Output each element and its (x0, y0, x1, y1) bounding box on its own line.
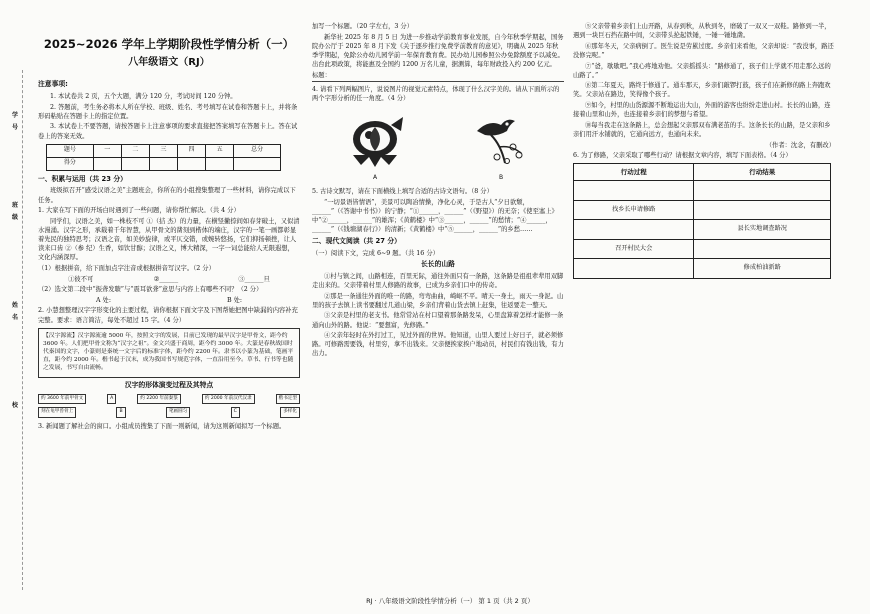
answer-blanks (38, 296, 300, 305)
table-header: 行动过程 (574, 164, 694, 181)
score-input[interactable] (121, 157, 149, 170)
table-row (574, 259, 831, 279)
score-cell: 五 (206, 144, 234, 157)
table-cell: 召开村民大会 (574, 239, 694, 259)
score-table (46, 144, 281, 171)
score-input[interactable] (206, 157, 234, 170)
passage-text: 同学们，汉语之美，如一株枝不可 ①（拮 杰）的力量，在横竖撇捺间如春芽破土，又似清水漫涌。汉字之形，承载着千年智慧，从甲骨文的凿刻到楷体的端庄，汉字的一笔一画都彰显着先民的独特思考；汉语之音，如美妙旋律，或平仄交错，或婉转悠扬，它们抑扬顿挫，让人读来口齿 ②（参 纪）生香，如饮甘醇；汉语之义，博大精深，一字一词总能给人无限遐想，文化内涵深厚。 (38, 217, 300, 262)
story-paragraph: ②那是一条通往外面的唯一的路，弯弯曲曲，崎岖不平。晴天一身土，雨天一身泥。山里的孩子去镇上读书要翻过几道山梁，乡亲们背着山货去镇上赶集，往返要走一整天。 (312, 292, 564, 309)
story-paragraph: ⑤父亲带着乡亲们上山开路，从春到秋，从秋到冬，磨破了一双又一双鞋。路修到一半，遇到一块巨石挡在路中间，父亲带头抡起铁锤，一锤一锤地凿。 (573, 23, 831, 40)
score-cell: 一 (93, 144, 121, 157)
question-2: 2. 小慧想整理汉字字形变化的主要过程，请你根据下面文字及下图帮她把图中缺漏的内容补充完整。要求：语言简洁，每处不超过 15 字。（4 分） (38, 307, 298, 324)
score-cell: 题号 (47, 144, 94, 157)
table-cell[interactable] (574, 220, 694, 240)
info-box-text: 【汉字源流】汉字源流逾 5000 年，按照文字的发展，目前已发现的最早汉字是甲骨文，距今约 3600 年。人们把甲骨文称为“汉字之祖”。金文兴盛于商周，距今约 3000 年。大篆是春秋战国时代秦国的文字，小篆则是秦统一文字后的标准字体，距今约 2200 年。隶书以小篆为基础，笔画平直，距今约 2000 年。楷书起于汉末，成为我国书写规范字体，一直沿用至今。草书、行书等也随之发展，书写自由流畅。 (43, 332, 294, 372)
note-item: 2. 答题前，考生务必将本人所在学校、班级、姓名、考号填写在试卷和答题卡上，并将条形码粘贴在答题卡上的指定位置。 (38, 103, 298, 120)
side-label: 班 (12, 202, 19, 209)
story-paragraph: ⑥那年冬天，父亲病倒了。医生说是劳累过度。乡亲们来看他，父亲却说：“我没事，路还没修完呢。” (573, 42, 834, 59)
story-paragraph: ⑧第二年夏天，路终于修通了。通车那天，乡亲们敲锣打鼓，孩子们在新修的路上奔跑欢笑。父亲站在路边，笑得像个孩子。 (573, 82, 831, 99)
image-label: B (498, 174, 504, 182)
timeline-top-row (38, 394, 300, 405)
question-4: 4. 请看下列两幅图片，说说图片的视觉元素特点，体现了什么汉字美的。请从下面所示的两个字形分析的任一角度。（4 分） (312, 85, 560, 102)
timeline-cell: 约 2000 年前汉代汉隶 (202, 394, 255, 405)
reading-1-intro: （一）阅读下文，完成 6~9 题。（共 16 分） (312, 249, 439, 257)
table-row (574, 220, 831, 240)
story-paragraph: ①村与镇之间，山路相连，百里无际，通往外面只有一条路，这条路是祖祖辈辈用双脚走出来的。父亲带着村里人修路的故事，已成为乡亲们口中的传奇。 (312, 272, 564, 290)
title-label[interactable]: 标题： (312, 71, 564, 82)
note-item: 1. 本试卷共 2 页，五个大题，满分 120 分，考试时间 120 分钟。 (50, 93, 237, 101)
timeline-cell[interactable]: C (231, 407, 240, 418)
section-heading: 二、现代文阅读（共 27 分） (312, 237, 401, 246)
story-paragraph: ⑦“爸，歇歇吧。”我心疼地劝他。父亲摇摇头：“路修通了，孩子们上学就不用走那么远的山路了。” (573, 62, 831, 79)
side-label: 号 (12, 124, 19, 131)
timeline-bottom-row (38, 407, 300, 418)
question-6: 6. 为了修路，父亲采取了哪些行动？请根据文章内容，填写下面表格。（4 分） (573, 152, 792, 160)
table-row (574, 181, 831, 201)
author-credit: （作者：沈念，有删改） (765, 141, 835, 149)
score-cell: 得分 (47, 157, 94, 170)
bird-plum-icon (467, 111, 535, 171)
blank-b[interactable]: B 处: (226, 296, 242, 304)
table-cell[interactable] (694, 200, 831, 220)
timeline-cell: 约 2200 年前秦篆 (137, 394, 181, 405)
table-cell: 修成柏油新路 (694, 259, 831, 279)
side-label: 姓 (12, 302, 19, 309)
timeline-title: 汉字的形体演变过程及其特点 (124, 380, 214, 389)
story-title: 长长的山路 (421, 260, 455, 269)
table-cell[interactable] (694, 239, 831, 259)
score-input[interactable] (149, 157, 177, 170)
page-footer: RJ · 八年级语文阶段性学情分析（一） 第 1 页（共 2 页） (366, 597, 534, 605)
note-item: 3. 本试卷上不要答题，请按答题卡上注意事项的要求直接把答案填写在答题卡上。答在试卷上的答案无效。 (38, 123, 298, 140)
side-label: 校 (12, 402, 19, 409)
table-row (574, 200, 831, 220)
score-input[interactable] (234, 157, 281, 170)
table-cell[interactable] (694, 181, 831, 201)
side-label: 学 (12, 112, 19, 119)
notes-heading: 注意事项: (38, 80, 68, 89)
exam-subtitle: 八年级语文（RJ） (128, 56, 210, 68)
exam-title: 2025~2026 学年上学期阶段性学情分析（一） (43, 37, 295, 51)
timeline-cell: 刻在龟甲兽骨上 (38, 407, 76, 418)
timeline-cell: 多样化 (280, 407, 300, 418)
answer-blanks (38, 275, 300, 284)
timeline-cell: 楷书定型 (276, 394, 300, 405)
timeline-cell[interactable]: A (107, 394, 116, 405)
story-paragraph: ⑨如今，村里的山货源源不断地运出大山，外面的游客也纷纷走进山村。长长的山路，连接着山里和山外，也连接着乡亲们的梦想与希望。 (573, 102, 831, 119)
blank[interactable]: ①彼不可 (68, 275, 94, 283)
score-cell: 总分 (234, 144, 281, 157)
table-row (574, 239, 831, 259)
column-left (38, 22, 300, 433)
question-3: 3. 新闻题了解社会的窗口。小组成员搜集了下面一则新闻，请为这则新闻拟写一个标题。 (38, 422, 286, 430)
blank[interactable]: ②______ (153, 275, 179, 283)
timeline-cell: 笔画圆匀 (166, 407, 190, 418)
news-text: 新华社 2025 年 8 月 5 日 为进一步推动学前教育事业发展，自今年秋季学期起，国务院办公厅于 2025 年 8 月下发《关于逐步推行免费学前教育的意见》，明确从 2025 年秋季学期起，免除公办幼儿园学前一年保育教育费。民办幼儿园参照公办免除额度予以减免。出台此项政策，将能惠及全国约 1200 万名儿童，据测算，每年财政投入约 200 亿元。 (312, 33, 564, 68)
binding-margin (10, 70, 23, 590)
question-1: 1. 大家在写下面的开场白时遇到了一些问题，请你帮忙解决。（共 4 分） (38, 207, 240, 215)
side-label: 级 (12, 214, 19, 221)
table-cell: 找乡长申请修路 (574, 200, 694, 220)
side-label: 名 (12, 314, 19, 321)
score-cell: 二 (121, 144, 149, 157)
question-5: 5. 古诗文默写，请在下面横线上填写合适的古诗文语句。（8 分） (312, 188, 493, 195)
question-1-2: （2）选文第二段中“振聋发聩”与“震耳欲聋”意思与内容上有哪些不同？（2 分） (38, 286, 263, 294)
column-right (573, 22, 835, 279)
timeline-cell[interactable]: B (116, 407, 125, 418)
section-intro: 班级拟召开“感受汉语之美”主题班会，你所在的小组搜集整理了一些材料，请你完成以下任务。 (38, 187, 296, 204)
section-heading: 一、积累与运用（共 23 分） (38, 174, 127, 183)
image-b (467, 111, 535, 183)
image-label: A (372, 174, 378, 182)
table-cell[interactable] (574, 181, 694, 201)
score-input[interactable] (93, 157, 121, 170)
question-3-cont: 加写一个标题。（20 字左右，3 分） (312, 23, 414, 30)
blank-a[interactable]: A 处: (95, 296, 111, 304)
image-pair (312, 109, 564, 183)
column-middle (312, 22, 564, 360)
table-cell[interactable] (574, 259, 694, 279)
score-cell: 三 (149, 144, 177, 157)
story-paragraph: ⑩每当我走在这条路上，总会想起父亲那双布满老茧的手。这条长长的山路，是父亲和乡亲们用汗水铺就的，它通向远方，也通向未来。 (573, 121, 831, 138)
story-paragraph: ③父亲是村里的老支书。他常常站在村口望着那条路发呆，心里盘算着怎样才能修一条通向山外的路。他说：“要想富，先修路。” (312, 312, 564, 329)
poem-fill-text[interactable]: “一切景语皆情语”，美景可以陶冶情操，净化心灵，于是古人“夕日欲颓，______”（《答谢中书书》）的宁静；“①______，______”（《野望》）的无奈；《使至塞上》中“②______，______”的雄浑；《黄鹤楼》中“③______，______”的愁情；“④______，______”（《钱塘湖春行》）的清新；《黄鹤楼》中“⑤______，______”的乡愁…… (312, 198, 558, 233)
question-1-1: （1）根据拼音，给下面加点字注音或根据拼音写汉字。（2 分） (38, 264, 215, 272)
timeline-cell: 约 3600 年前甲骨文 (38, 394, 86, 405)
blank[interactable]: ③______旦 (238, 275, 270, 283)
score-cell: 四 (178, 144, 206, 157)
fish-paper-cut-icon (341, 111, 409, 171)
info-box (38, 328, 300, 378)
table-header: 行动结果 (694, 164, 831, 181)
score-input[interactable] (178, 157, 206, 170)
story-paragraph: ④父亲年轻时在外打过工，见过外面的世界。他知道，山里人要过上好日子，就必须修路。可修路需要钱，村里穷，拿不出钱来。父亲便挨家挨户地动员，村民们有钱出钱，有力出力。 (312, 332, 564, 358)
action-table (573, 163, 831, 279)
table-cell: 县长实地调查路况 (694, 220, 831, 240)
image-a (341, 111, 409, 183)
